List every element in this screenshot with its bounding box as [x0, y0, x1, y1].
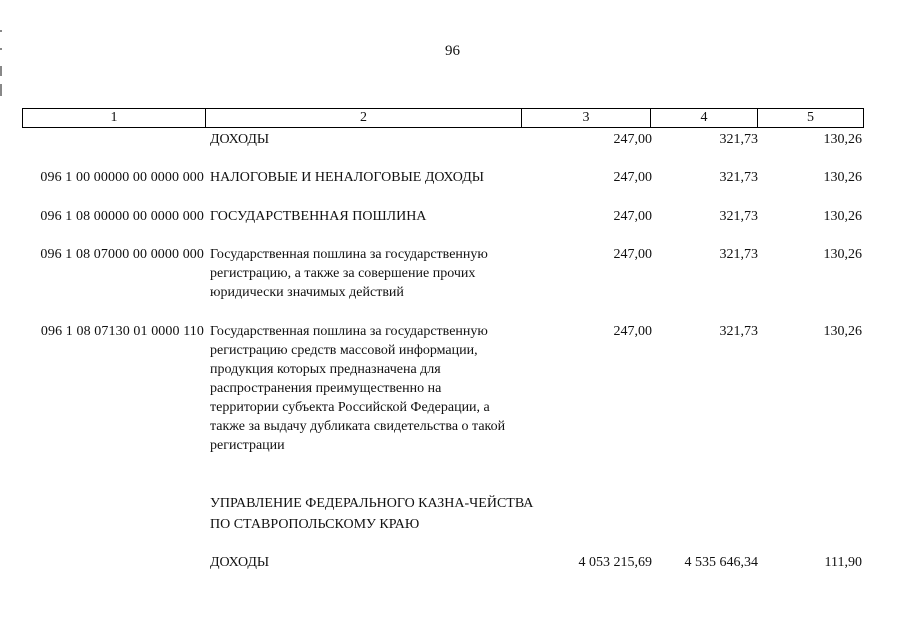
header-col-4: 4	[651, 109, 758, 127]
header-col-1: 1	[23, 109, 206, 127]
row-name: ДОХОДЫ	[210, 132, 270, 147]
row-name: ГОСУДАРСТВЕННАЯ ПОШЛИНА	[210, 209, 427, 224]
row-plan: 247,00	[613, 324, 652, 339]
section-title: УПРАВЛЕНИЕ ФЕДЕРАЛЬНОГО КАЗНА-ЧЕЙСТВА ПО СТАВРОПОЛЬСКОМУ КРАЮ	[210, 496, 534, 532]
row-name: НАЛОГОВЫЕ И НЕНАЛОГОВЫЕ ДОХОДЫ	[210, 170, 484, 185]
row-code: 096 1 08 00000 00 0000 000	[40, 209, 204, 224]
margin-mark	[0, 30, 2, 32]
row-plan: 247,00	[613, 170, 652, 185]
page-number: 96	[445, 43, 460, 59]
row-name: ДОХОДЫ	[210, 555, 270, 570]
header-col-3: 3	[522, 109, 651, 127]
row-actual: 4 535 646,34	[684, 555, 758, 570]
row-percent: 111,90	[824, 555, 862, 570]
header-col-5: 5	[807, 110, 814, 125]
row-percent: 130,26	[823, 209, 862, 224]
row-percent: 130,26	[823, 132, 862, 147]
row-actual: 321,73	[719, 247, 758, 262]
row-percent: 130,26	[823, 324, 862, 339]
margin-mark	[0, 84, 2, 96]
row-name: Государственная пошлина за государственную регистрацию, а также за совершение прочих юридически значимых действий	[210, 247, 488, 300]
margin-mark	[0, 66, 2, 76]
row-plan: 4 053 215,69	[578, 555, 652, 570]
header-col-2: 2	[206, 109, 522, 127]
row-plan: 247,00	[613, 132, 652, 147]
row-plan: 247,00	[613, 247, 652, 262]
row-actual: 321,73	[719, 324, 758, 339]
row-code: 096 1 08 07130 01 0000 110	[40, 324, 204, 339]
row-name: Государственная пошлина за государственную регистрацию средств массовой информации, продукция которых предназначена для распространения преимущественно на территории субъекта Российской Федерации, а также за выдачу дубликата свидетельства о такой регистрации	[210, 324, 506, 453]
row-code: 096 1 00 00000 00 0000 000	[40, 170, 204, 185]
row-code: 096 1 08 07000 00 0000 000	[40, 247, 204, 262]
row-actual: 321,73	[719, 170, 758, 185]
row-actual: 321,73	[719, 209, 758, 224]
row-percent: 130,26	[823, 170, 862, 185]
row-plan: 247,00	[613, 209, 652, 224]
table-header	[22, 108, 864, 128]
row-percent: 130,26	[823, 247, 862, 262]
row-actual: 321,73	[719, 132, 758, 147]
